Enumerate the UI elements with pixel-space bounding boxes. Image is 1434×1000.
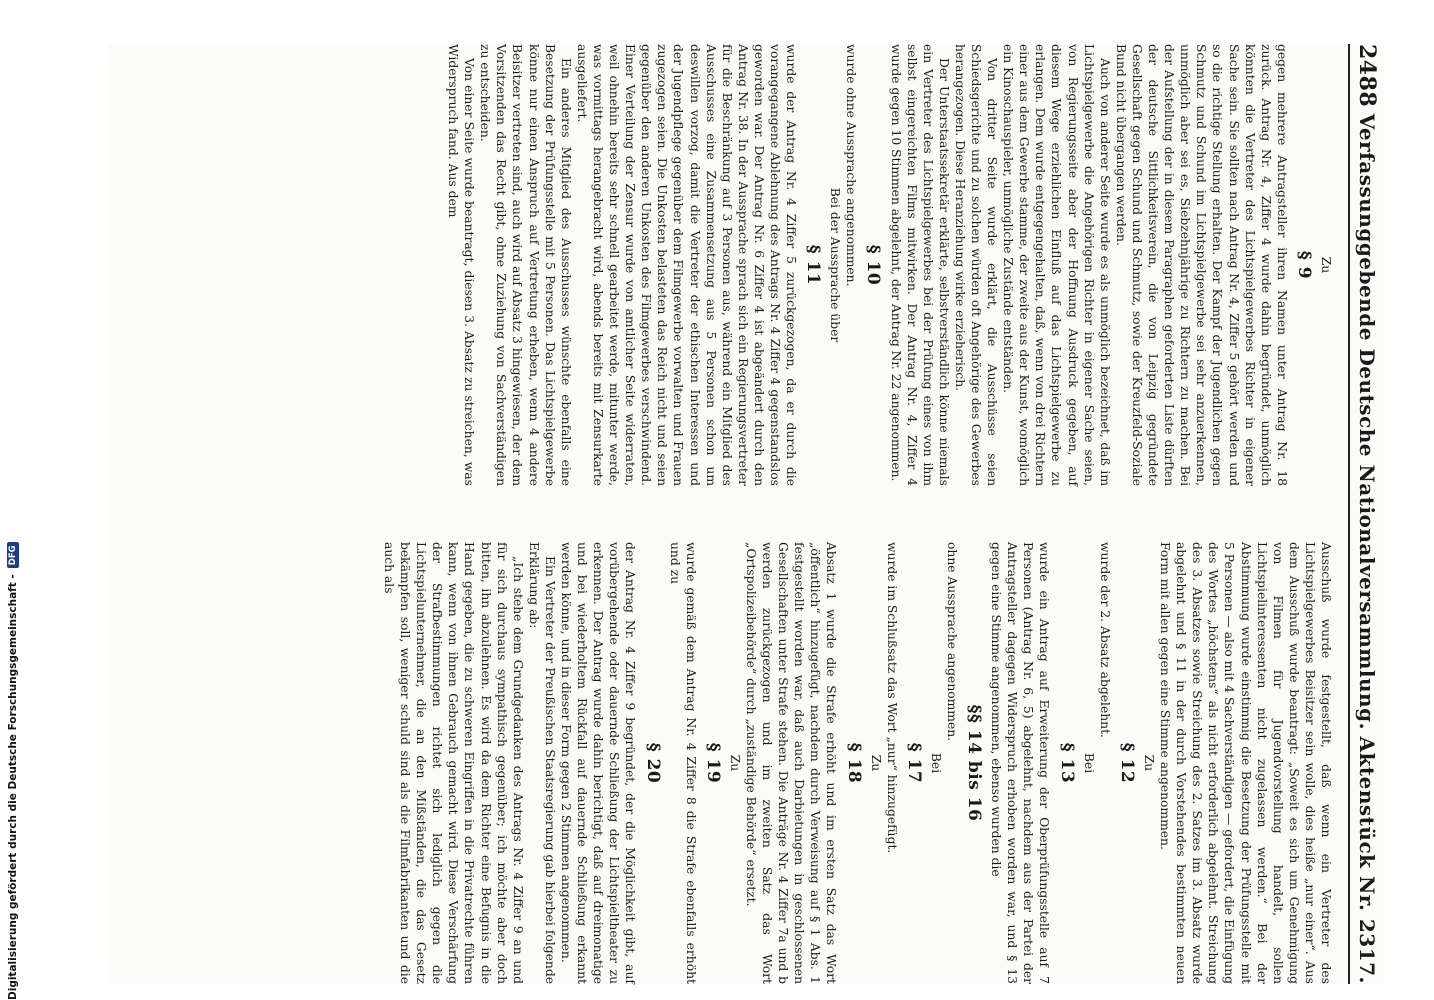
document-number: Aktenstück Nr. 2317. bbox=[1355, 736, 1379, 984]
paragraph: wurde ein Antrag auf Erweiterung der Oberprüfungsstelle auf 7 Personen (Antrag Nr. 6, 5) abgelehnt, nachdem aus der Partei der Antragsteller dagegen Widerspruch erhoben worden war, und § 13 gegen eine Stimme angenommen, ebenso wurden die bbox=[989, 542, 1052, 984]
label-bei: Bei bbox=[928, 752, 943, 774]
section-heading-12: § 12 bbox=[1116, 742, 1137, 784]
right-column bbox=[108, 542, 1334, 984]
paragraph: wurde der Antrag Nr. 4 Ziffer 5 zurückgezogen, da er durch die vorangegangene Ablehnung des Antrags Nr. 4 Ziffer 4 gegenstandslos geworden war. Der Antrag Nr. 6 Ziffer 4 ist abgeändert durch den Antrag Nr. 38. In der Aussprache sprach sich ein Regierungsvertreter für die Beschränkung auf 3 Personen aus, während ein Mitglied des Ausschusses eine Zusammensetzung aus 5 Personen schon um deswillen vorzog, damit die Vertreter der ethischen Interessen und der Jugendpflege gegenüber dem Filmgewerbe vorwalten und Frauen zugezogen seien. Die Unkosten belasteten das Reich nicht und seien gegenüber den anderen Unkosten des Filmgewerbes verschwindend. Einer Verteilung der Zensur wurde von amtlicher Seite widerraten, weil ohnehin bereits sehr schnell gearbeitet werde, mitunter werde, was vormittags herangebracht wird, abends bereits mit Zensurkarte ausgeliefert. bbox=[574, 44, 799, 486]
digitization-credit bbox=[4, 0, 22, 1000]
section-heading-14-16: §§ 14 bis 16 bbox=[964, 704, 985, 822]
document-page bbox=[108, 44, 1384, 984]
page-number: 2488 bbox=[1354, 44, 1380, 108]
section-heading-10: § 10 bbox=[863, 244, 884, 286]
paragraph: Ausschuß wurde festgestellt, daß wenn ein Vertreter des Lichtspielgewerbes Beisitzer sein wolle, dies heiße „nur einer“. Aus dem Ausschuß wurde beantragt: „Soweit es sich um Genehmigung von Filmen für Jugendvorstellung handelt, sollen Lichtspielinteressenten nicht zugelassen werden.“ Bei der Abstimmung wurde einstimmig die Besetzung der Prüfungsstelle mit 5 Personen — also mit 4 Sachverständigen — gefordert, die Einfügung des Wortes „höchstens“ als nicht erforderlich abgelehnt. Streichung des 3. Absatzes sowie Streichung des 2. Satzes im 3. Absatz wurde abgelehnt und § 11 in der durch Vorstehendes bestimmten neuen Form mit allen gegen eine Stimme angenommen. bbox=[1158, 542, 1333, 984]
paragraph: Von einer Seite wurde beantragt, diesen 3. Absatz zu streichen, was Widerspruch fand. Aus dem bbox=[446, 44, 477, 486]
page-title: Verfassunggebende Deutsche Nationalversammlung. bbox=[1355, 113, 1379, 731]
paragraph: Absatz 1 wurde die Strafe erhöht und im ersten Satz das Wort „öffentlich“ hinzugefügt, nachdem durch Verweisung auf § 1 Abs. 1 festgestellt worden war, daß auch Darbietungen in geschlossenen Gesellschaften unter Strafe stehen. Die Anträge Nr. 4 Ziffer 7a und b werden zurückgezogen und im zweiten Satz das Wort „Ortspolizeibehörde“ durch „zuständige Behörde“ ersetzt. bbox=[744, 542, 839, 984]
label-bei: Bei der Aussprache über bbox=[828, 187, 843, 343]
paragraph: ohne Aussprache angenommen. bbox=[945, 542, 960, 742]
paragraph: wurde gemäß dem Antrag Nr. 4 Ziffer 8 die Strafe ebenfalls erhöht und zu bbox=[667, 542, 698, 984]
section-heading-19: § 19 bbox=[702, 742, 723, 784]
section-heading-9: § 9 bbox=[1293, 250, 1314, 280]
paragraph: „Ich stehe dem Grundgedanken des Antrags Nr. 4 Ziffer 9 an und für sich durchaus sympathisch gegenüber; ich möchte aber doch bitten, ihn abzulehnen. Es wird da dem Richter eine Befugnis in die Hand gegeben, die zu schweren Eingriffen in die Privatrechte führen kann, wenn von ihnen Gebrauch gemacht wird. Diese Verschärfung der Strafbestimmungen richtet sich lediglich gegen die Lichtspielunternehmer, die an den Mißständen, die das Gesetz bekämpfen soll, weniger schuld sind als die Filmfabrikanten und die auch als bbox=[382, 542, 525, 984]
paragraph: wurde ohne Aussprache angenommen. bbox=[844, 44, 859, 287]
section-heading-11: § 11 bbox=[803, 244, 824, 286]
section-heading-17: § 17 bbox=[903, 742, 924, 784]
label-bei: Bei bbox=[1081, 752, 1096, 774]
paragraph: der Antrag Nr. 4 Ziffer 9 begründet, der die Möglichkeit gibt, auf vorübergehende oder dauernde Schließung der Lichtspieltheater zu erkennen. Der Antrag wurde dahin berichtigt, daß auf dreimonatige und bei wiederholtem Rückfall auf dauernde Schließung erkannt werden könne, und in dieser Form gegen 2 Stimmen angenommen. bbox=[559, 542, 638, 984]
paragraph: gegen mehrere Antragsteller ihren Namen unter Antrag Nr. 18 zurück. Antrag Nr. 4, Ziffer 4 wurde dahin begründet, unmöglich könnten die Vertreter des Lichtspielgewerbes Richter in eigener Sache sein. Sie sollten nach Antrag Nr. 4, Ziffer 5 gehört werden und so die richtige Stellung erhalten. Der Kampf der Jugendlichen gegen Schmutz und Schund im Lichtspielgewerbe sei sehr anzuerkennen, unmöglich aber sei es, Siebzehnjährige zu Richtern zu machen. Bei der Aufstellung der in diesem Paragraphen geforderten Liste dürften der deutsche Sittlichkeitsverein, die von Leipzig gegründete Gesellschaft gegen Schund und Schmutz, sowie der Kreuzfeld-Soziale Bund nicht übergangen werden. bbox=[1113, 44, 1289, 486]
paragraph: wurde der 2. Absatz abgelehnt. bbox=[1097, 542, 1112, 738]
credit-text: Digitalisierung gefördert durch die Deutsche Forschungsgemeinschaft - bbox=[7, 574, 19, 1000]
paragraph: Auch von anderer Seite wurde es als unmöglich bezeichnet, daß im Lichtspielgewerbe die Angehörigen Richter in eigener Sache seien, von Regierungsseite aber der Hoffnung Ausdruck gegeben, auf diesem Wege erziehlichen Einfluß auf das Lichtspielgewerbe zu erlangen. Dem wurde entgegengehalten, daß, wenn von drei Richtern einer aus dem Gewerbe stamme, der zweite aus der Kunst, womöglich ein Kinoschauspieler, unmögliche Zustände entständen. bbox=[1001, 44, 1112, 486]
page-header bbox=[1348, 44, 1384, 984]
label-zu: Zu bbox=[1319, 256, 1333, 274]
section-heading-20: § 20 bbox=[642, 742, 663, 784]
label-zu: Zu bbox=[868, 754, 883, 772]
label-zu: Zu bbox=[1141, 754, 1156, 772]
paragraph: wurde im Schlußsatz das Wort „nur“ hinzugefügt. bbox=[884, 542, 899, 854]
dfg-logo: DFG bbox=[7, 542, 19, 568]
section-heading-18: § 18 bbox=[843, 742, 864, 784]
paragraph: Ein Vertreter der Preußischen Staatsregierung gab hierbei folgende Erklärung ab: bbox=[526, 542, 557, 984]
paragraph: Der Unterstaatssekretär erklärte, selbstverständlich könne niemals ein Vertreter des Lichtspielgewerbes bei der Prüfung eines von ihm selbst eingereichten Films mitwirken. Der Antrag Nr. 4, Ziffer 4 wurde gegen 10 Stimmen abgelehnt, der Antrag Nr. 22 angenommen. bbox=[888, 44, 951, 486]
paragraph: Ein anderes Mitglied des Ausschusses wünschte ebenfalls eine Besetzung der Prüfungsstelle mit 5 Personen. Das Lichtspielgewerbe könne nur einen Anspruch auf Vertretung erheben, wenn 4 andere Beisitzer vertreten sind, auch wird auf Absatz 3 hingewiesen, der dem Vorsitzenden das Recht gibt, ohne Zuziehung von Sachverständigen zu entscheiden. bbox=[478, 44, 573, 486]
label-zu: Zu bbox=[727, 754, 742, 772]
paragraph: Von dritter Seite wurde erklärt, die Ausschüsse seien Schiedsgerichte und zu solchen würden oft Angehörige des Gewerbes herangezogen. Diese Heranziehung wirke erzieherisch. bbox=[952, 44, 1000, 486]
section-heading-13: § 13 bbox=[1056, 742, 1077, 784]
left-column bbox=[108, 44, 1334, 486]
